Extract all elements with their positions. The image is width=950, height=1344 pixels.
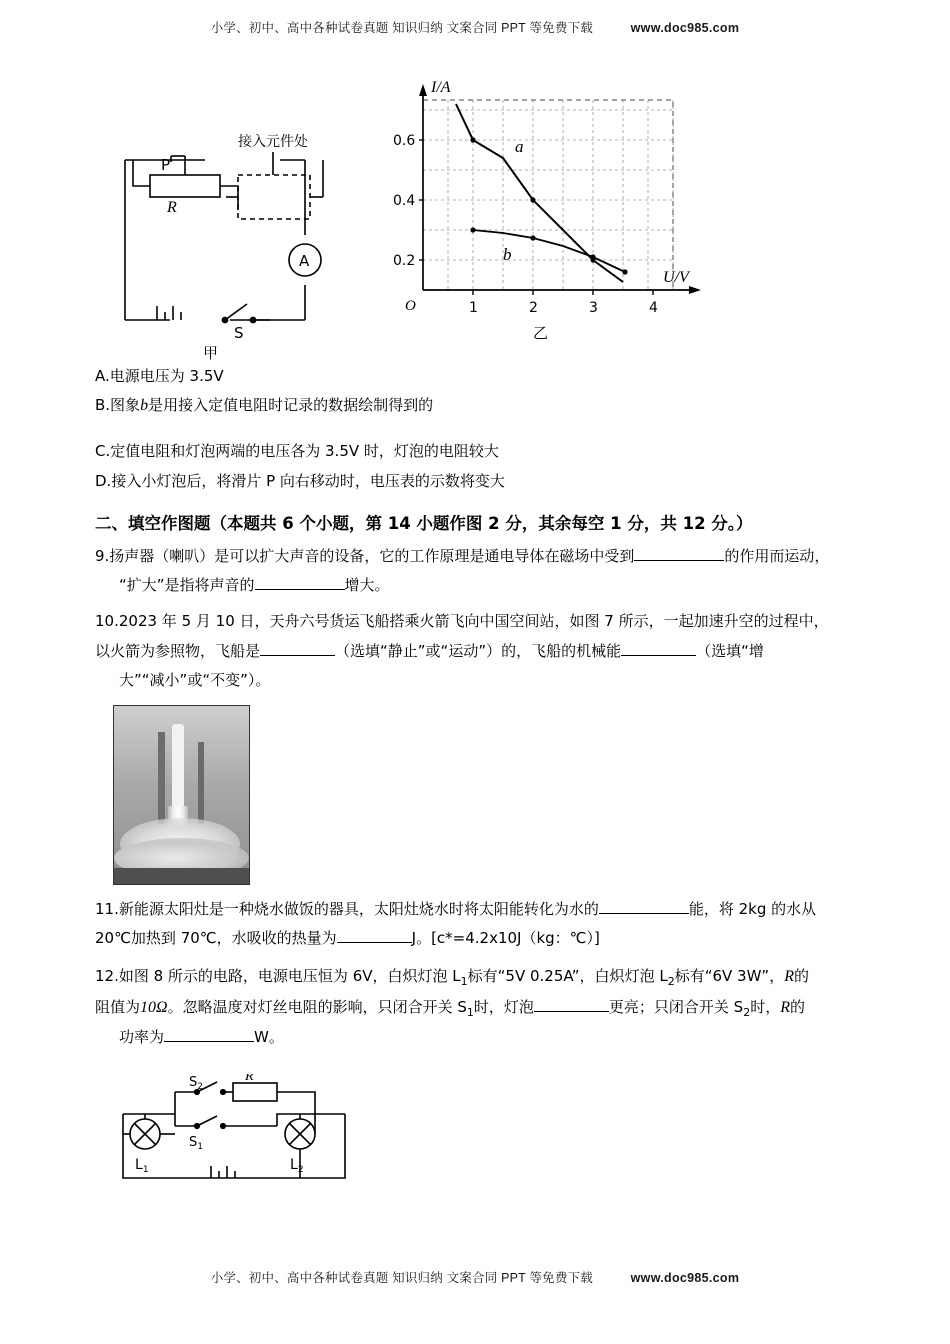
q12-text-7: 时，灯泡 <box>473 997 534 1016</box>
question-11 <box>95 895 855 954</box>
footer-site: www.doc985.com <box>630 1271 740 1285</box>
circuit-diagram-figure8 <box>105 1074 365 1194</box>
question-12 <box>95 961 855 1053</box>
label-ammeter: A <box>299 252 310 270</box>
q12-blank-1[interactable] <box>534 996 609 1012</box>
q11-blank-2[interactable] <box>337 927 412 943</box>
photo-ground <box>114 868 249 884</box>
q11-text-1: 11.新能源太阳灶是一种烧水做饭的器具，太阳灶烧水时将太阳能转化为水的 <box>95 900 599 918</box>
q12-text-10: 的 <box>790 997 806 1016</box>
option-c: C.定值电阻和灯泡两端的电压各为 3.5V 时，灯泡的电阻较大 <box>95 442 499 461</box>
axis-label-U: U/V <box>663 269 689 286</box>
q10-blank-1[interactable] <box>260 640 335 656</box>
rocket-launch-photo <box>113 705 250 885</box>
q10-text-3: （选填“静止”或“运动”）的，飞船的机械能 <box>335 641 622 660</box>
q10-text-4: （选填“增 <box>696 641 764 660</box>
q12-italic-ohm: 10Ω <box>140 998 168 1016</box>
label-slider-P: P <box>161 156 171 174</box>
q10-text-5: 大”“减小”或“不变”）。 <box>119 670 271 689</box>
curve-label-a: a <box>515 137 524 156</box>
q12-text-5: 阻值为 <box>95 997 141 1016</box>
q12-text-12: W。 <box>254 1028 284 1047</box>
q12-text-11: 功率为 <box>119 1028 165 1047</box>
q9-blank-2[interactable] <box>255 574 345 590</box>
option-b: B.图象b是用接入定值电阻时记录的数据绘制得到的 <box>95 396 434 415</box>
label-R-fig8: R <box>245 1073 254 1084</box>
q12-italic-R: R <box>784 967 794 985</box>
q10-text-1: 10.2023 年 5 月 10 日，天舟六号货运飞船搭乘火箭飞向中国空间站，如图 7 所示，一起加速升空的过程中， <box>95 612 829 631</box>
ytick-0-4: 0.4 <box>393 193 416 209</box>
figure-1-row <box>95 70 855 360</box>
xtick-4: 4 <box>649 300 658 316</box>
q12-sub-4: 2 <box>743 1005 751 1019</box>
label-S1: $S_1$ <box>189 1134 203 1152</box>
xtick-2: 2 <box>529 300 538 316</box>
xtick-1: 1 <box>469 300 478 316</box>
label-L2: $L_2$ <box>290 1156 304 1175</box>
q11-text-2: 能，将 2kg 的水从 <box>688 900 817 918</box>
option-b-italic-b: b <box>140 397 149 415</box>
page-footer <box>0 1268 950 1286</box>
axis-origin: O <box>405 298 416 314</box>
option-a: A.电源电压为 3.5V <box>95 367 224 385</box>
q12-blank-2[interactable] <box>164 1026 254 1042</box>
q12-text-4: 的 <box>793 966 809 985</box>
axis-label-I: I/A <box>431 79 451 96</box>
q11-text-3: 20℃加热到 70℃，水吸收的热量为 <box>95 929 337 948</box>
caption-yi: 乙 <box>533 324 549 342</box>
question-10 <box>95 607 855 695</box>
q12-text-6: 。忽略温度对灯丝电阻的影响，只闭合开关 S <box>167 997 467 1016</box>
q10-blank-2[interactable] <box>621 640 696 656</box>
q9-text-4: 增大。 <box>344 576 390 594</box>
q12-sub-3: 1 <box>466 1005 474 1019</box>
q12-text-2: 标有“5V 0.25A”，白炽灯泡 L <box>467 966 668 985</box>
curve-label-b: b <box>503 245 512 264</box>
q12-text-8: 更亮；只闭合开关 S <box>608 997 744 1016</box>
page-header <box>0 18 950 36</box>
ytick-0-6: 0.6 <box>393 133 416 149</box>
caption-jia: 甲 <box>203 344 219 360</box>
q12-text-1: 12.如图 8 所示的电路，电源电压恒为 6V，白炽灯泡 L <box>95 966 461 985</box>
q11-text-4: J。[c*=4.2x10J（kg：℃）] <box>411 929 600 948</box>
q12-sub-1: 1 <box>460 974 468 988</box>
q12-sub-2: 2 <box>667 974 675 988</box>
q9-text-3: “扩大”是指将声音的 <box>119 576 255 594</box>
label-insert-point: 接入元件处 <box>238 134 308 150</box>
q11-blank-1[interactable] <box>599 898 689 914</box>
q9-text-1: 9.扬声器（喇叭）是可以扩大声音的设备，它的工作原理是通电导体在磁场中受到 <box>95 546 635 565</box>
header-text: 小学、初中、高中各种试卷真题 知识归纳 文案合同 PPT 等免费下载 <box>210 21 593 35</box>
question-9 <box>95 542 855 601</box>
header-site: www.doc985.com <box>630 21 740 35</box>
option-d: D.接入小灯泡后，将滑片 P 向右移动时，电压表的示数将变大 <box>95 471 505 490</box>
xtick-3: 3 <box>589 300 598 316</box>
label-switch-S: S <box>234 324 244 342</box>
q12-text-3: 标有“6V 3W”， <box>674 966 785 985</box>
label-L1: $L_1$ <box>135 1156 149 1175</box>
photo-launch-tower-right <box>198 742 204 824</box>
q12-text-9: 时， <box>750 997 781 1016</box>
page-content <box>95 70 855 1199</box>
graph-yi <box>363 70 783 360</box>
q12-italic-R2: R <box>780 998 790 1016</box>
q9-blank-1[interactable] <box>634 545 724 561</box>
q10-text-2: 以火箭为参照物，飞船是 <box>95 641 261 660</box>
ytick-0-2: 0.2 <box>393 253 416 269</box>
section-title: 二、填空作图题（本题共 6 个小题，第 14 小题作图 2 分，其余每空 1 分，共 12 分。） <box>95 513 753 533</box>
label-resistor-R: R <box>167 199 177 216</box>
photo-rocket-body <box>172 724 184 810</box>
photo-launch-tower-left <box>158 732 165 824</box>
q9-text-2: 的作用而运动， <box>724 546 830 565</box>
footer-text: 小学、初中、高中各种试卷真题 知识归纳 文案合同 PPT 等免费下载 <box>210 1271 593 1285</box>
curve-a <box>456 104 623 282</box>
label-S2: $S_2$ <box>189 1074 203 1092</box>
